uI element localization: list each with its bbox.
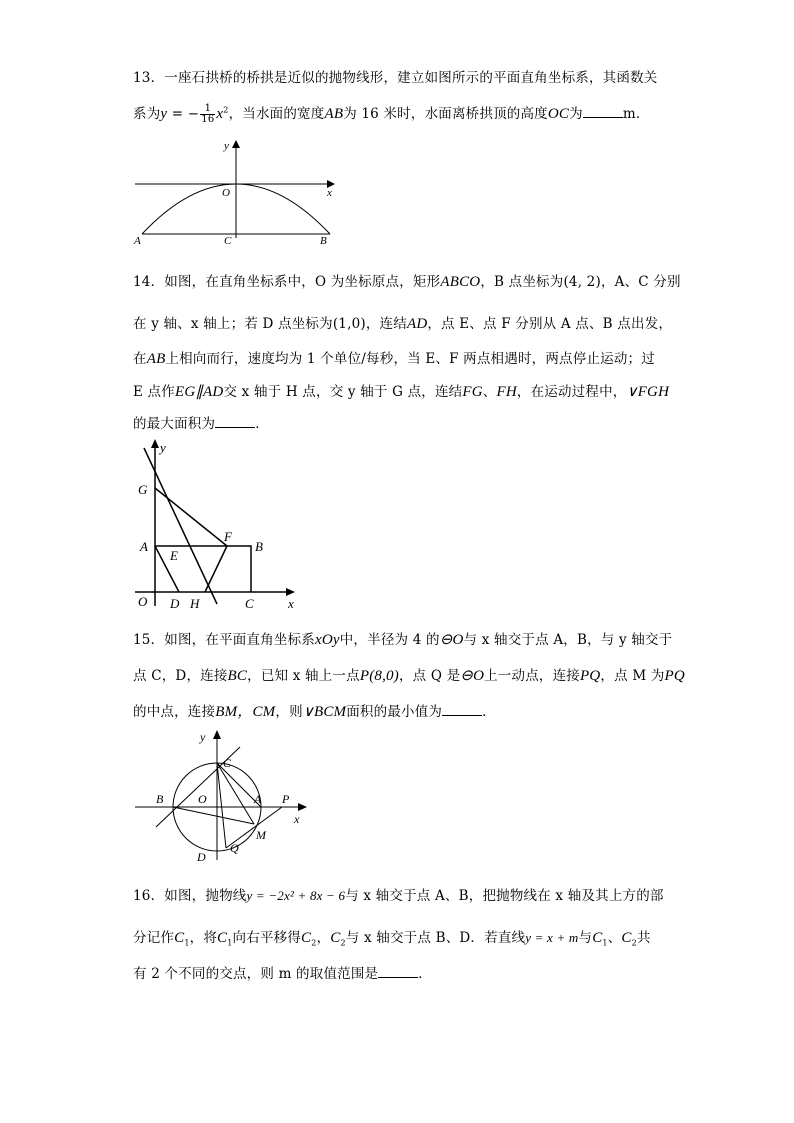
segment-FH xyxy=(205,546,227,592)
q16-line1: 16．如图，抛物线y = −2x² + 8x − 6与 x 轴交于点 A、B，把抛物线在 x 轴及其上方的部 xyxy=(133,888,664,904)
label-B: B xyxy=(255,539,263,554)
label-y: y xyxy=(224,140,229,152)
q15-line1: 15．如图，在平面直角坐标系xOy中，半径为 4 的⊖O与 x 轴交于点 A，B，与 y 轴交于 xyxy=(133,632,673,648)
q16-line3: 有 2 个不同的交点，则 m 的取值范围是 ． xyxy=(133,966,432,982)
label-C: C xyxy=(224,235,232,247)
x-axis-arrow xyxy=(286,588,295,596)
y-axis-arrow xyxy=(213,730,221,739)
label-O: O xyxy=(222,187,230,199)
label-H: H xyxy=(190,596,200,611)
label-C: C xyxy=(245,596,254,611)
q14-line3: 在AB上相向而行，速度均为 1 个单位/每秒，当 E、F 两点相遇时，两点停止运动；过 xyxy=(133,351,655,367)
label-A: A xyxy=(140,539,148,554)
label-y: y xyxy=(200,730,206,744)
q14-figure xyxy=(130,436,310,616)
label-x: x xyxy=(294,812,300,826)
label-D: D xyxy=(170,596,180,611)
label-B: B xyxy=(156,792,164,806)
fraction: $\frac{1}{16}$ xyxy=(201,103,215,125)
x-axis-arrow xyxy=(298,803,307,811)
y-axis-arrow xyxy=(151,439,159,448)
q14-line4: E 点作EG∥AD交 x 轴于 H 点，交 y 轴于 G 点，连结FG、FH，在运动过程中，∨FGH xyxy=(133,384,670,400)
answer-blank[interactable] xyxy=(215,415,255,428)
label-M: M xyxy=(256,828,266,842)
q15-line2: 点 C，D，连接BC，已知 x 轴上一点P(8,0)，点 Q 是⊖O上一动点，连接PQ，点 M 为PQ xyxy=(133,668,685,684)
label-A: A xyxy=(254,792,262,806)
segment-BM xyxy=(173,807,254,824)
q14-line2: 在 y 轴、x 轴上；若 D 点坐标为(1,0)，连结AD，点 E、点 F 分别从 A 点、B 点出发， xyxy=(133,316,673,332)
q15-line3: 的中点，连接BM，CM，则∨BCM面积的最小值为 ． xyxy=(133,704,496,720)
label-x: x xyxy=(288,596,294,611)
label-G: G xyxy=(138,482,148,497)
label-E: E xyxy=(170,548,178,563)
q16-line2: 分记作$C_1$，将$C_1$向右平移得$C_2$，$C_2$与 x 轴交于点 B、D．若直线y = x + m与$C_1$、$C_2$共 xyxy=(133,930,651,948)
label-y: y xyxy=(160,440,166,455)
segment-FG xyxy=(155,488,227,546)
label-x: x xyxy=(327,187,332,199)
label-A: A xyxy=(134,235,141,247)
label-D: D xyxy=(197,850,206,864)
q13-figure xyxy=(130,140,350,250)
q14-line5: 的最大面积为 ． xyxy=(133,416,269,432)
label-F: F xyxy=(224,529,232,544)
label-O: O xyxy=(138,594,148,609)
answer-blank[interactable] xyxy=(378,965,418,978)
label-O: O xyxy=(198,792,207,806)
answer-blank[interactable] xyxy=(442,703,482,716)
label-P: P xyxy=(282,792,290,806)
y-axis-arrow xyxy=(232,140,240,148)
label-B: B xyxy=(320,235,327,247)
q15-figure xyxy=(130,725,320,870)
label-Q: Q xyxy=(230,841,239,855)
q14-line1: 14．如图，在直角坐标系中，O 为坐标原点，矩形ABCO，B 点坐标为(4, 2)，A、C 分别 xyxy=(133,274,681,290)
q13-line2: 系为y = − $\frac{1}{16}$ $x^2$，当水面的宽度AB为 16 米时，水面离桥拱顶的高度OC为 m． xyxy=(133,103,650,125)
answer-blank[interactable] xyxy=(583,105,623,118)
q13-line1: 13．一座石拱桥的桥拱是近似的抛物线形，建立如图所示的平面直角坐标系，其函数关 xyxy=(133,70,658,86)
label-C: C xyxy=(223,756,232,770)
